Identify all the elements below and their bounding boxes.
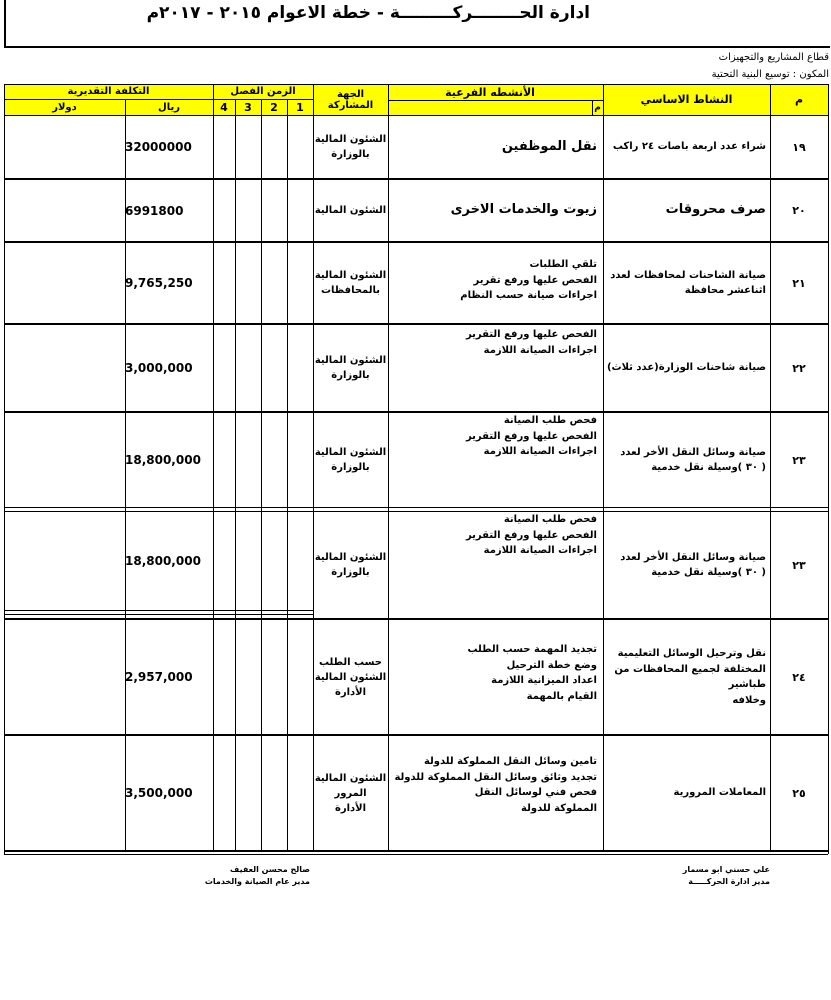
cost-riyal: 3,000,000 [125, 361, 193, 375]
grid-line [828, 84, 829, 854]
sub-activities: فحص طلب الصيانة الفحص عليها ورفع التقرير اجراءات الصيانة اللازمة [465, 415, 597, 457]
main-activity: نقل وترحيل الوسائل التعليمية المختلفة لجميع المحافظات من طباشير وخلافه [614, 648, 766, 706]
main-activity: صيانة وسائل النقل الأخر لعدد ( ٣٠ )وسيلة نقل خدمية [620, 446, 766, 473]
header-sub-num: م [594, 102, 601, 113]
grid-line [4, 850, 828, 852]
row-num: ١٩ [792, 140, 806, 154]
row-num: ٢٤ [792, 670, 806, 684]
party: الشئون المالية المرور الأدارة [314, 772, 387, 814]
party: الشئون المالية [314, 205, 387, 216]
main-activity: صرف محروقات [665, 202, 766, 218]
header-time: الزمن الفصل [230, 86, 296, 97]
row-num: ٢٠ [792, 204, 806, 217]
signature-right-title: مدير ادارة الحركـــــة [688, 877, 770, 886]
sub-activities: تلقي الطلبات الفحص عليها ورفع تقرير اجراءات صيانة حسب النظام [460, 259, 597, 301]
page-title: ادارة الحــــــــركـــــــــة - خطة الاعوام ٢٠١٥ - ٢٠١٧م [146, 3, 590, 23]
cost-riyal: 18,800,000 [125, 554, 201, 568]
party: حسب الطلب الشئون المالية الأدارة [314, 656, 387, 698]
cost-riyal: 3,500,000 [125, 786, 193, 800]
row-num: ٢١ [792, 276, 806, 290]
signature-right-name: علي حسني ابو مسمار [682, 865, 770, 874]
main-activity: صيانة الشاحنات لمحافظات لعدد اثناعشر محافظة [610, 269, 766, 296]
grid-line [592, 100, 593, 115]
party: الشئون المالية بالوزارة [314, 552, 387, 578]
grid-line [261, 99, 262, 850]
grid-line [287, 99, 288, 850]
grid-line [4, 507, 828, 508]
header-cost: التكلفة التقديرية [67, 86, 150, 97]
sub-activities: فحص طلب الصيانة الفحص عليها ورفع التقرير اجراءات الصيانة اللازمة [465, 514, 597, 556]
signature-left-name: صالح محسن العفيف [230, 865, 310, 874]
main-activity: المعاملات المرورية [673, 787, 766, 799]
signature-left-title: مدير عام الصيانة والخدمات [204, 877, 310, 886]
sub-activities: نقل الموظفين [501, 138, 597, 154]
grid-line [213, 84, 214, 850]
sub-activities: الفحص عليها ورفع التقرير اجراءات الصيانة اللازمة [465, 329, 597, 356]
header-quarter-4: 4 [220, 100, 228, 114]
header-party: الجهة المشاركة [327, 88, 374, 111]
sub-activities: تجديد المهمة حسب الطلب وضع خطة الترحيل اعداد الميزانية اللازمة القيام بالمهمة [467, 644, 597, 702]
row-num: ٢٣ [792, 558, 806, 572]
cost-riyal: 2,957,000 [125, 670, 193, 684]
grid-line [388, 100, 603, 101]
grid-line [4, 84, 828, 85]
cost-riyal: 9,765,250 [125, 276, 193, 290]
grid-line [4, 99, 313, 100]
component-label: المكون : توسيع البنية التحتية [711, 69, 829, 80]
party: الشئون المالية بالمحافظات [314, 270, 387, 296]
cost-riyal: 6991800 [125, 203, 184, 218]
grid-line [4, 610, 313, 611]
party: الشئون المالية بالوزارة [314, 355, 387, 381]
row-num: ٢٢ [792, 361, 806, 375]
signature-left [170, 864, 310, 888]
header-quarter-2: 2 [270, 100, 278, 114]
header-dollar: دولار [52, 101, 77, 113]
cost-riyal: 32000000 [125, 140, 192, 154]
grid-line [235, 99, 236, 850]
main-activity: صيانة شاحنات الوزارة(عدد ثلاث) [606, 362, 766, 374]
sub-activities: زيوت والخدمات الاخرى [450, 202, 597, 218]
row-num: ٢٣ [792, 453, 806, 467]
party: الشئون المالية بالوزارة [314, 134, 387, 160]
signature-right [600, 864, 770, 888]
header-num: م [794, 93, 804, 106]
header-riyal: ريال [158, 101, 180, 113]
grid-line [4, 614, 313, 615]
row-num: ٢٥ [792, 786, 806, 800]
party: الشئون المالية بالوزارة [314, 447, 387, 473]
header-sub-activities: الأنشطه الفرعية [445, 85, 535, 99]
header-quarter-1: 1 [296, 100, 304, 114]
sub-activities: تامين وسائل النقل المملوكة للدولة تجديد وثائق وسائل النقل المملوكة للدولة فحص فني لوسائل النقل المملوكة للدولة [394, 756, 597, 814]
main-activity: شراء عدد اربعة باصات ٢٤ راكب [612, 141, 766, 153]
main-activity: صيانة وسائل النقل الأخر لعدد ( ٣٠ )وسيلة نقل خدمية [620, 551, 766, 578]
header-quarter-3: 3 [244, 100, 252, 114]
grid-line [4, 84, 5, 854]
grid-line [4, 854, 828, 855]
header-main-activity: النشاط الاساسي [640, 93, 733, 106]
cost-riyal: 18,800,000 [125, 453, 201, 467]
sector-label: قطاع المشاريع والتجهيزات [718, 52, 829, 63]
